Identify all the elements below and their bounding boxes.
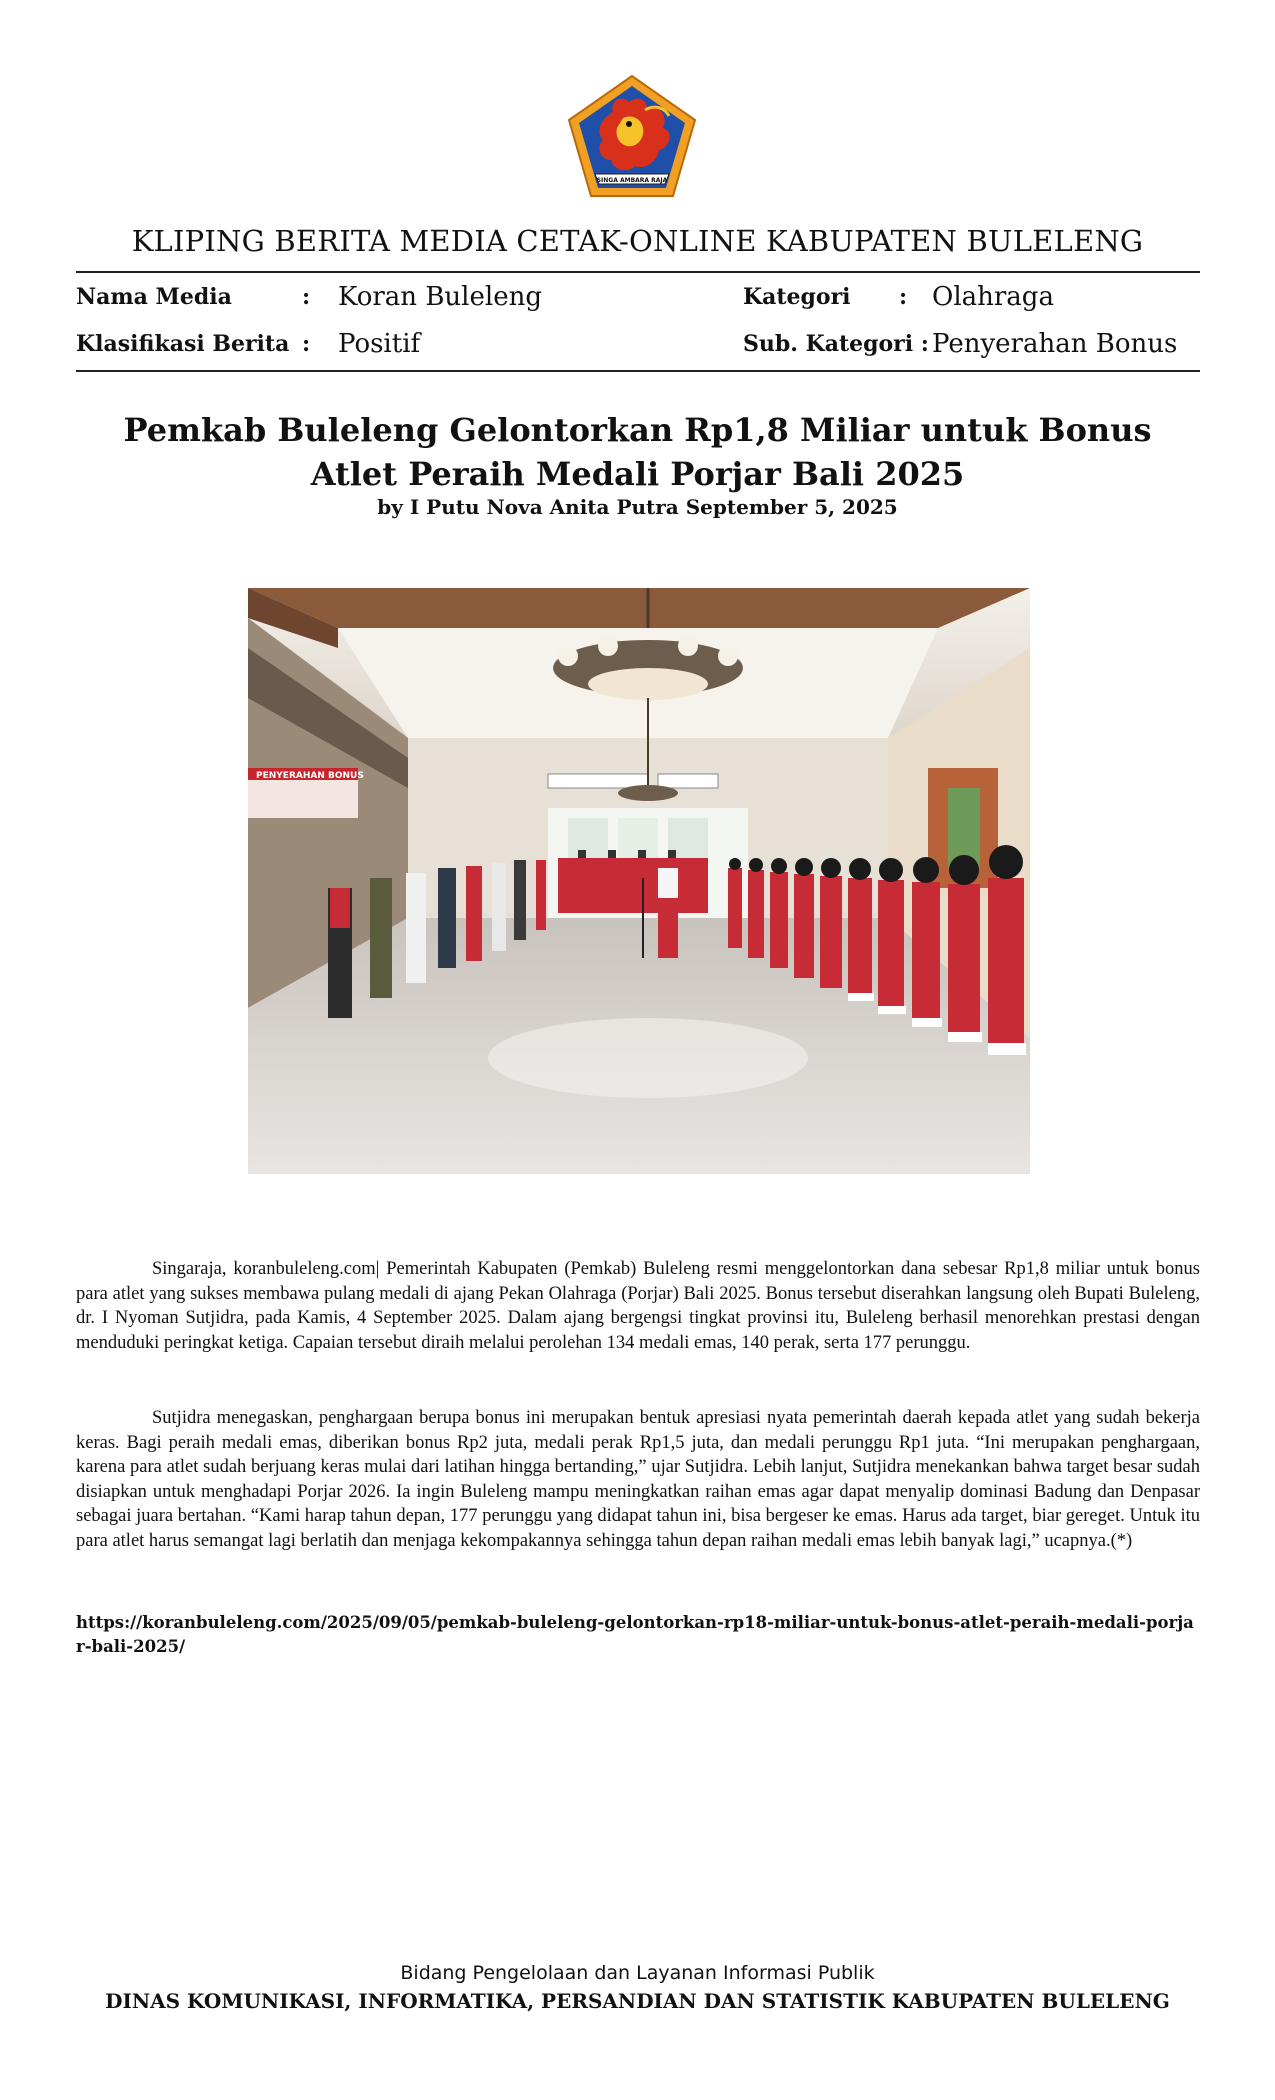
footer-department: Bidang Pengelolaan dan Layanan Informasi Publik bbox=[400, 1962, 875, 1984]
klasifikasi-value: Positif bbox=[338, 329, 421, 359]
klasifikasi-colon: : bbox=[302, 331, 311, 357]
paragraph-1-text: Singaraja, koranbuleleng.com| Pemerintah Kabupaten (Pemkab) Buleleng resmi menggelontorkan dana sebesar Rp1,8 miliar untuk bonus para atlet yang sukses membawa pulang medali di ajang Pekan Olahraga (Porjar) Bali 2025. Bonus tersebut diserahkan langsung oleh Bupati Buleleng, dr. I Nyoman Sutjidra, pada Kamis, 4 September 2025. Dalam ajang bergengsi tingkat provinsi itu, Buleleng berhasil menorehkan prestasi dengan menduduki peringkat ketiga. Capaian tersebut diraih melalui perolehan 134 medali emas, 140 perak, serta 177 perunggu. bbox=[76, 1259, 1200, 1353]
sub-kategori-label: Sub. Kategori : bbox=[743, 331, 929, 357]
paragraph-2-text: Sutjidra menegaskan, penghargaan berupa bonus ini merupakan bentuk apresiasi nyata pemerintah daerah kepada atlet yang sudah bekerja keras. Bagi peraih medali emas, diberikan bonus Rp2 juta, medali perak Rp1,5 juta, dan medali perunggu Rp1 juta. “Ini merupakan penghargaan, karena para atlet sudah berjuang keras mulai dari latihan hingga bertanding,” ujar Sutjidra. Lebih lanjut, Sutjidra menekankan bahwa target besar sudah disiapkan untuk menghadapi Porjar 2026. Ia ingin Buleleng mampu meningkatkan raihan emas agar dapat menyalip dominasi Badung dan Denpasar sebagai juara bertahan. “Kami harap tahun depan, 177 perunggu yang didapat tahun ini, bisa bergeser ke emas. Harus ada target, biar gereget. Untuk itu para atlet harus semangat lagi berlatih dan menjaga kekompakannya sehingga tahun depan raihan medali emas lebih banyak lagi,” ucapnya.(*) bbox=[76, 1408, 1200, 1551]
divider-top bbox=[76, 271, 1200, 273]
kategori-label: Kategori bbox=[743, 284, 851, 310]
nama-media-colon: : bbox=[302, 284, 311, 310]
nama-media-label: Nama Media bbox=[76, 284, 232, 310]
article-paragraph-2 bbox=[76, 1406, 1200, 1554]
photo-banner-text: PENYERAHAN BONUS bbox=[256, 771, 364, 781]
kategori-colon: : bbox=[899, 284, 908, 310]
crest-motto: SINGA AMBARA RAJA bbox=[596, 177, 668, 184]
sub-kategori-value: Penyerahan Bonus bbox=[932, 329, 1178, 359]
article-byline: by I Putu Nova Anita Putra September 5, 2025 bbox=[377, 495, 898, 519]
klasifikasi-label: Klasifikasi Berita bbox=[76, 331, 290, 357]
kategori-value: Olahraga bbox=[932, 282, 1054, 312]
article-paragraph-1 bbox=[76, 1257, 1200, 1355]
divider-bottom bbox=[76, 370, 1200, 372]
source-url-link[interactable]: https://koranbuleleng.com/2025/09/05/pemkab-buleleng-gelontorkan-rp18-miliar-untuk-bonus-atlet-peraih-medali-porjar-bali-2025/ bbox=[76, 1613, 1194, 1656]
article-photo bbox=[248, 588, 1030, 1174]
footer-agency: DINAS KOMUNIKASI, INFORMATIKA, PERSANDIAN DAN STATISTIK KABUPATEN BULELENG bbox=[105, 1989, 1170, 2013]
regency-crest-icon bbox=[565, 74, 699, 200]
article-title: Pemkab Buleleng Gelontorkan Rp1,8 Miliar untuk Bonus Atlet Peraih Medali Porjar Bali 2025 bbox=[123, 411, 1152, 493]
clipping-header-title: KLIPING BERITA MEDIA CETAK-ONLINE KABUPATEN BULELENG bbox=[131, 224, 1144, 258]
nama-media-value: Koran Buleleng bbox=[338, 282, 542, 312]
